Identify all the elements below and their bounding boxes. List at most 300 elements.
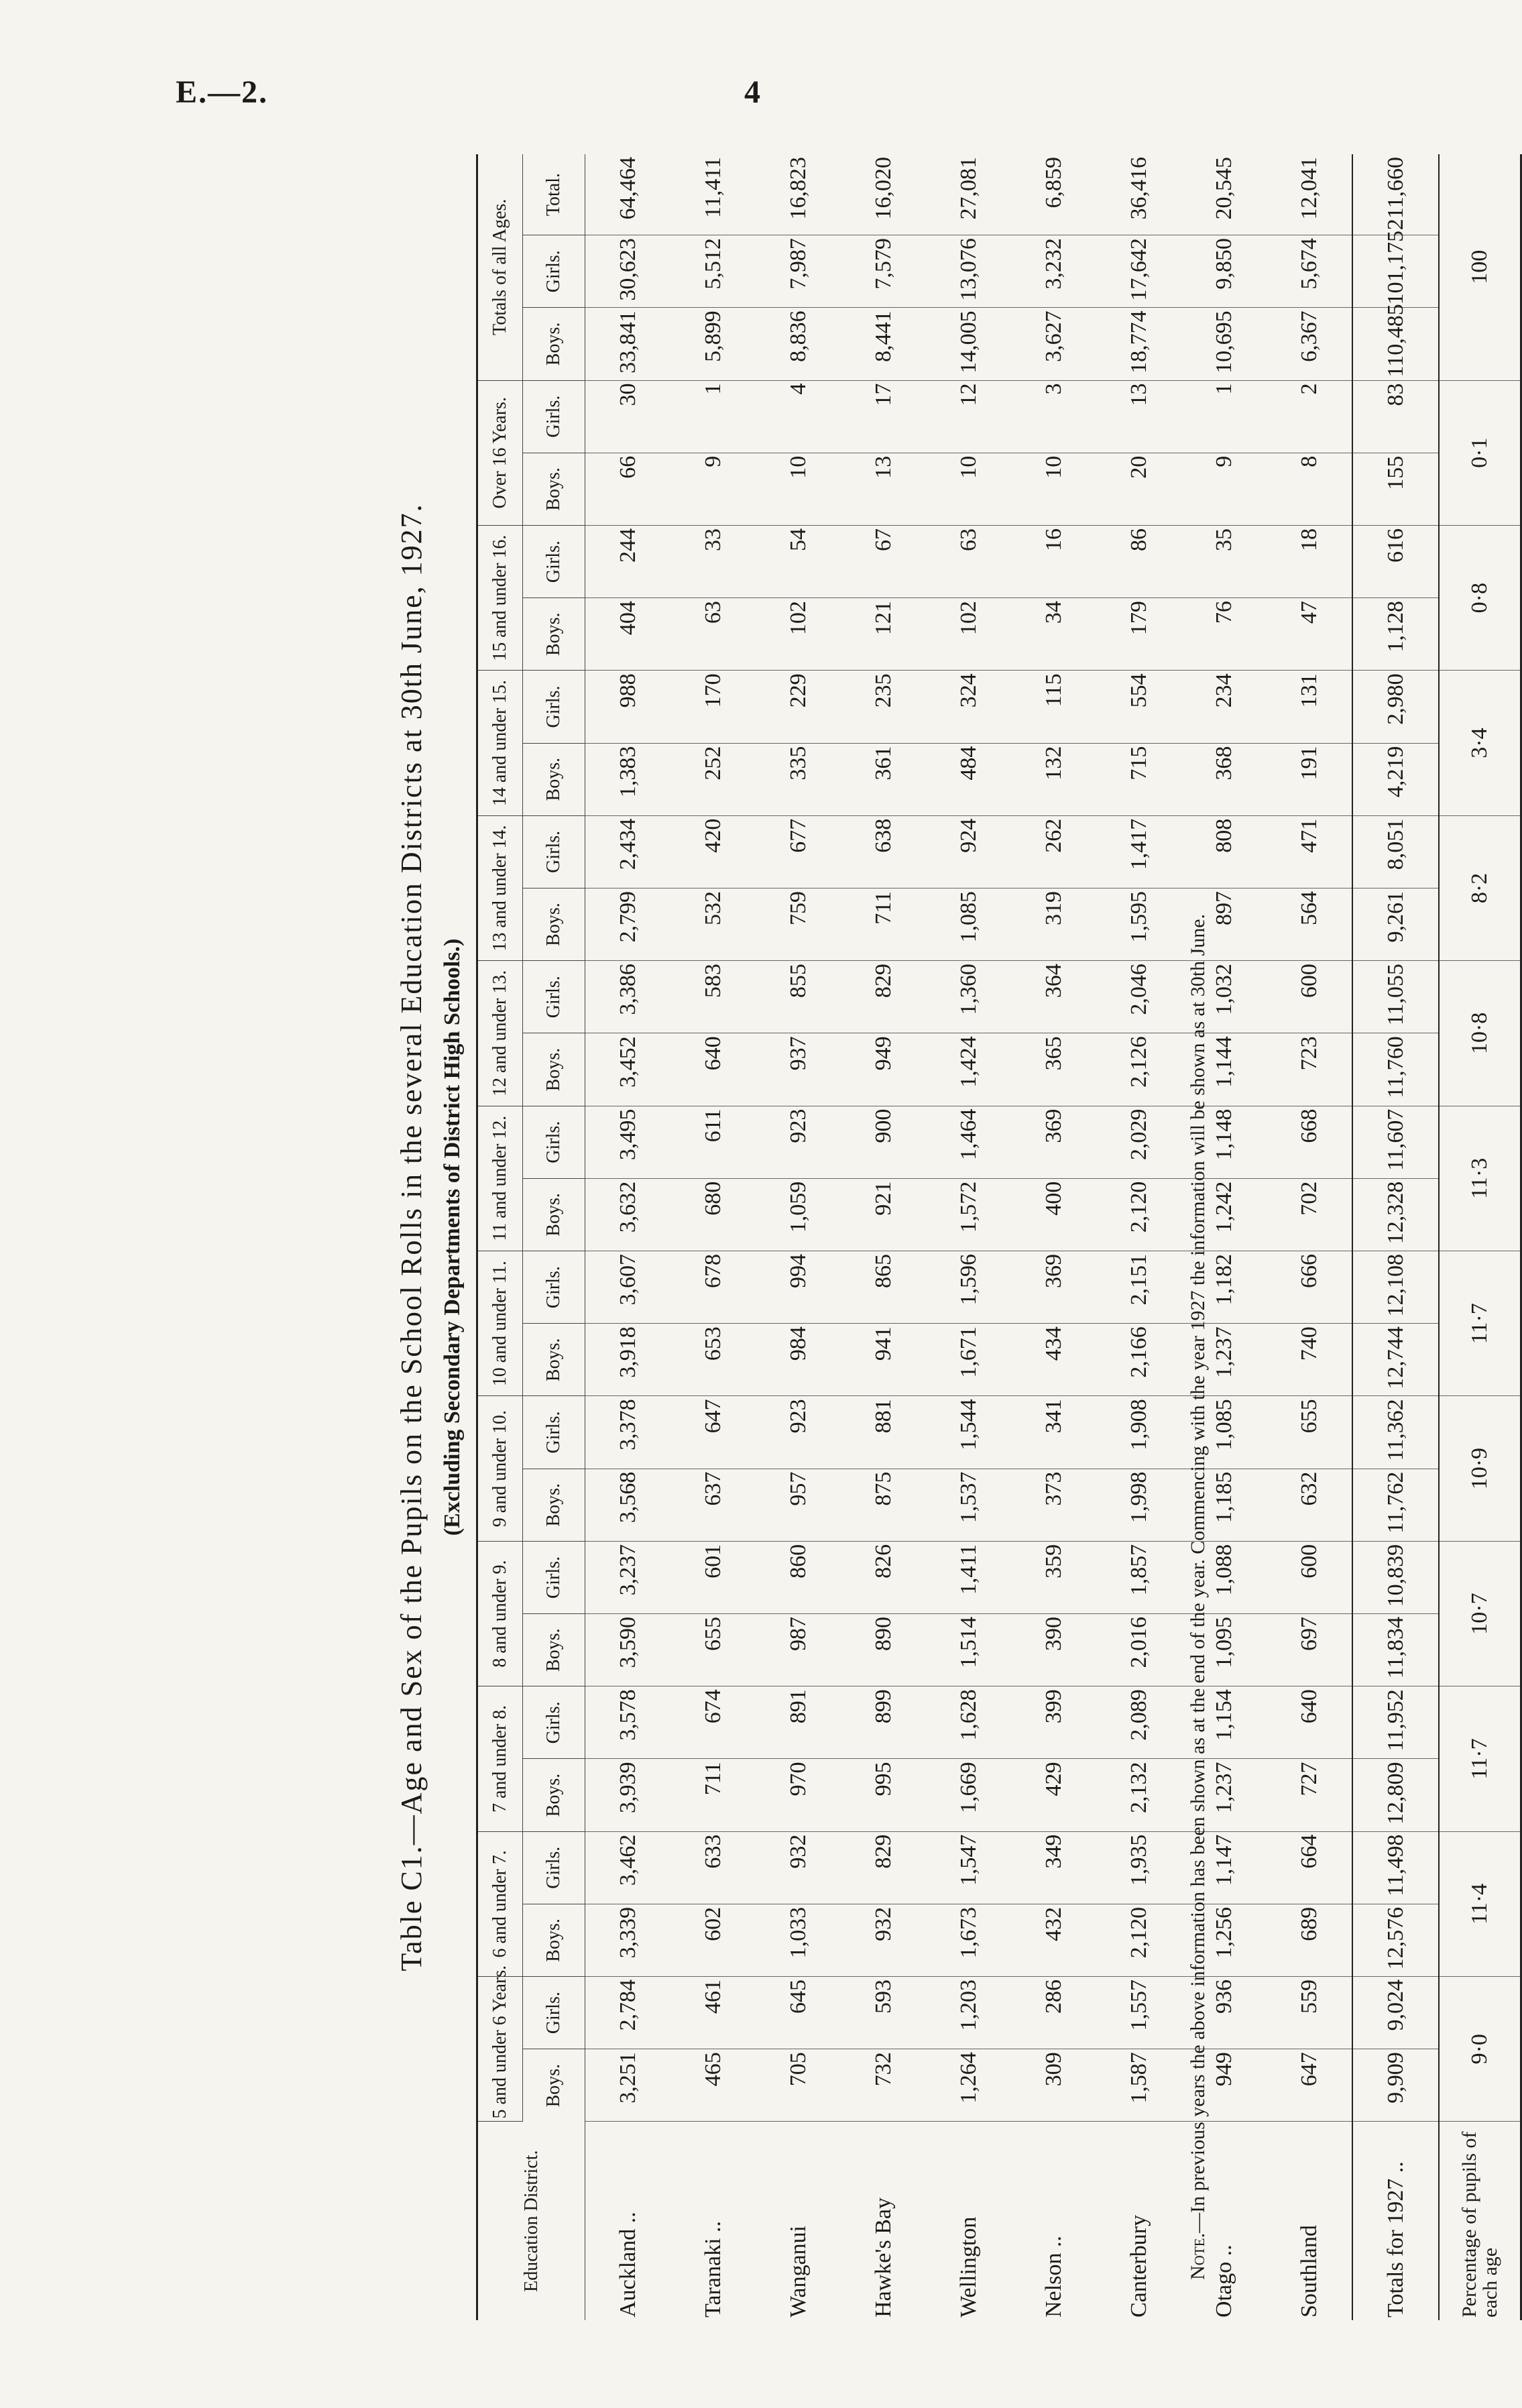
age-group-header: Totals of all Ages.	[477, 154, 523, 380]
table-cell: 12,744	[1352, 1324, 1439, 1396]
table-note	[1187, 914, 1210, 2280]
table-cell: 932	[756, 1831, 841, 1904]
table-cell: 211,660	[1352, 154, 1439, 235]
table-cell: 63	[670, 598, 756, 671]
district-header: Education District.	[477, 2122, 585, 2320]
table-cell: 994	[756, 1251, 841, 1324]
table-cell: 9,850	[1181, 235, 1267, 308]
table-cell: 12,108	[1352, 1251, 1439, 1324]
table-cell: 899	[841, 1686, 926, 1759]
girls-header: Girls.	[523, 1831, 585, 1904]
table-cell: 1,417	[1096, 815, 1181, 888]
table-cell: 829	[841, 961, 926, 1033]
table-cell: 115	[1011, 671, 1096, 743]
table-cell: 697	[1267, 1614, 1352, 1686]
girls-header: Girls.	[523, 815, 585, 888]
table-row	[926, 154, 1011, 2320]
table-cell: 1,185	[1181, 1469, 1267, 1541]
table-cell: 373	[1011, 1469, 1096, 1541]
table-cell: 593	[841, 1977, 926, 2049]
table-cell: 434	[1011, 1324, 1096, 1396]
table-cell: 1,557	[1096, 1977, 1181, 2049]
table-cell: 3,386	[585, 961, 671, 1033]
district-name: Wanganui	[785, 2226, 811, 2317]
table-cell: 33,841	[585, 308, 671, 380]
table-cell: 1,144	[1181, 1033, 1267, 1106]
table-cell: 11,498	[1352, 1831, 1439, 1904]
table-cell: 826	[841, 1541, 926, 1613]
table-cell: 759	[756, 888, 841, 960]
table-cell: 1,572	[926, 1178, 1011, 1251]
age-group-header: 8 and under 9.	[477, 1541, 523, 1686]
table-cell: 13	[841, 453, 926, 525]
table-cell: 36,416	[1096, 154, 1181, 235]
table-cell: 286	[1011, 1977, 1096, 2049]
table-cell: 640	[670, 1033, 756, 1106]
table-cell: 829	[841, 1831, 926, 1904]
age-group-header: 14 and under 15.	[477, 671, 523, 815]
table-cell: 1,424	[926, 1033, 1011, 1106]
table-cell: 368	[1181, 743, 1267, 815]
table-cell: 2,016	[1096, 1614, 1181, 1686]
table-cell: 937	[756, 1033, 841, 1106]
girls-header: Girls.	[523, 1396, 585, 1469]
table-cell: 10	[756, 453, 841, 525]
table-cell: 102	[926, 598, 1011, 671]
age-group-header: 6 and under 7.	[477, 1831, 523, 1976]
table-cell: 1,085	[1181, 1396, 1267, 1469]
table-cell: 932	[841, 1904, 926, 1976]
girls-header: Girls.	[523, 525, 585, 597]
table-cell: 3,232	[1011, 235, 1096, 308]
table-cell: 2,089	[1096, 1686, 1181, 1759]
boys-header: Boys.	[523, 1033, 585, 1106]
table-cell: 102	[756, 598, 841, 671]
table-cell: 1,596	[926, 1251, 1011, 1324]
table-cell: 1,128	[1352, 598, 1439, 671]
table-cell: 875	[841, 1469, 926, 1541]
girls-header: Girls.	[523, 1251, 585, 1324]
table-cell: 865	[841, 1251, 926, 1324]
table-cell: 647	[670, 1396, 756, 1469]
table-cell: 1,514	[926, 1614, 1011, 1686]
table-cell: 10,839	[1352, 1541, 1439, 1613]
table-cell: 677	[756, 815, 841, 888]
table-cell: 1,595	[1096, 888, 1181, 960]
age-group-header: 5 and under 6 Years.	[477, 1977, 523, 2122]
table-cell: 3,339	[585, 1904, 671, 1976]
table-cell: 1,537	[926, 1469, 1011, 1541]
table-cell: 8,441	[841, 308, 926, 380]
table-cell: 637	[670, 1469, 756, 1541]
table-cell: 361	[841, 743, 926, 815]
table-cell: 11·7	[1439, 1251, 1521, 1396]
table-cell: 1,095	[1181, 1614, 1267, 1686]
table-cell: 3·4	[1439, 671, 1521, 815]
table-cell: 30	[585, 380, 671, 453]
table-cell: 20,545	[1181, 154, 1267, 235]
table-cell: 110,485	[1352, 308, 1439, 380]
table-cell: 2,029	[1096, 1106, 1181, 1178]
table-cell: 132	[1011, 743, 1096, 815]
table-cell: 1,411	[926, 1541, 1011, 1613]
table-cell: 11,362	[1352, 1396, 1439, 1469]
table-cell: 429	[1011, 1759, 1096, 1831]
table-cell: 2,132	[1096, 1759, 1181, 1831]
table-cell: 11·4	[1439, 1831, 1521, 1976]
table-cell: 891	[756, 1686, 841, 1759]
girls-header: Girls.	[523, 1686, 585, 1759]
table-cell: 1,464	[926, 1106, 1011, 1178]
table-cell: 7,987	[756, 235, 841, 308]
table-cell: 2,166	[1096, 1324, 1181, 1396]
table-cell: 17,642	[1096, 235, 1181, 308]
table-cell: 949	[841, 1033, 926, 1106]
table-cell: 2,120	[1096, 1904, 1181, 1976]
table-cell: 234	[1181, 671, 1267, 743]
table-cell: 655	[670, 1614, 756, 1686]
table-cell: 64,464	[585, 154, 671, 235]
table-cell: 33	[670, 525, 756, 597]
table-cell: 10	[1011, 453, 1096, 525]
table-cell: 1,264	[926, 2049, 1011, 2122]
age-group-header: 7 and under 8.	[477, 1686, 523, 1831]
table-cell: 16	[1011, 525, 1096, 597]
table-cell: 4,219	[1352, 743, 1439, 815]
table-cell: 3,495	[585, 1106, 671, 1178]
table-cell: 5,674	[1267, 235, 1352, 308]
girls-header: Girls.	[523, 235, 585, 308]
table-cell: 54	[756, 525, 841, 597]
table-cell: 12,041	[1267, 154, 1352, 235]
table-cell: 970	[756, 1759, 841, 1831]
table-cell: 131	[1267, 671, 1352, 743]
table-cell: 11,834	[1352, 1614, 1439, 1686]
girls-header: Girls.	[523, 1106, 585, 1178]
table-row	[756, 154, 841, 2320]
table-cell: 10,695	[1181, 308, 1267, 380]
table-cell: 27,081	[926, 154, 1011, 235]
table-cell: 47	[1267, 598, 1352, 671]
table-cell: 936	[1181, 1977, 1267, 2049]
table-cell: 653	[670, 1324, 756, 1396]
table-cell: 335	[756, 743, 841, 815]
age-group-header: 9 and under 10.	[477, 1396, 523, 1541]
table-cell: 9,024	[1352, 1977, 1439, 2049]
table-cell: 923	[756, 1396, 841, 1469]
district-name: Wellington	[955, 2216, 981, 2317]
boys-header: Boys.	[523, 1178, 585, 1251]
table-cell: 564	[1267, 888, 1352, 960]
table-row	[1267, 154, 1352, 2320]
table-cell: 262	[1011, 815, 1096, 888]
table-cell: 3,237	[585, 1541, 671, 1613]
table-cell: 9	[1181, 453, 1267, 525]
page-number: 4	[744, 74, 760, 110]
table-cell: 727	[1267, 1759, 1352, 1831]
table-cell: 34	[1011, 598, 1096, 671]
table-cell: 2	[1267, 380, 1352, 453]
table-cell: 632	[1267, 1469, 1352, 1541]
table-cell: 9·0	[1439, 1977, 1521, 2122]
table-cell: 179	[1096, 598, 1181, 671]
table-cell: 17	[841, 380, 926, 453]
district-name: Percentage of pupils of each age	[1439, 2122, 1521, 2320]
table-cell: 83	[1352, 380, 1439, 453]
table-cell: 0·1	[1439, 380, 1521, 525]
table-cell: 101,175	[1352, 235, 1439, 308]
table-cell: 100	[1439, 154, 1521, 380]
table-cell: 16,020	[841, 154, 926, 235]
table-cell: 235	[841, 671, 926, 743]
district-name: Auckland ..	[615, 2212, 640, 2317]
table-cell: 9,261	[1352, 888, 1439, 960]
table-cell: 860	[756, 1541, 841, 1613]
table-cell: 8,051	[1352, 815, 1439, 888]
table-cell: 16,823	[756, 154, 841, 235]
table-cell: 1,857	[1096, 1541, 1181, 1613]
table-cell: 949	[1181, 2049, 1267, 2122]
table-cell: 1,935	[1096, 1831, 1181, 1904]
table-cell: 14,005	[926, 308, 1011, 380]
table-cell: 341	[1011, 1396, 1096, 1469]
table-cell: 319	[1011, 888, 1096, 960]
district-name: Otago ..	[1211, 2244, 1236, 2317]
age-group-header: 12 and under 13.	[477, 961, 523, 1106]
table-cell: 11·3	[1439, 1106, 1521, 1251]
table-cell: 1,237	[1181, 1324, 1267, 1396]
table-cell: 6,859	[1011, 154, 1096, 235]
table-cell: 3,607	[585, 1251, 671, 1324]
table-cell: 484	[926, 743, 1011, 815]
table-cell: 3,590	[585, 1614, 671, 1686]
table-cell: 600	[1267, 961, 1352, 1033]
table-cell: 1,182	[1181, 1251, 1267, 1324]
table-cell: 420	[670, 815, 756, 888]
table-cell: 11,055	[1352, 961, 1439, 1033]
table-cell: 3,627	[1011, 308, 1096, 380]
table-cell: 1	[670, 380, 756, 453]
table-cell: 2,126	[1096, 1033, 1181, 1106]
table-cell: 1,203	[926, 1977, 1011, 2049]
table-cell: 668	[1267, 1106, 1352, 1178]
table-cell: 995	[841, 1759, 926, 1831]
table-cell: 4	[756, 380, 841, 453]
table-cell: 1,088	[1181, 1541, 1267, 1613]
table-cell: 674	[670, 1686, 756, 1759]
table-cell: 12	[926, 380, 1011, 453]
girls-header: Girls.	[523, 671, 585, 743]
table-cell: 1,085	[926, 888, 1011, 960]
table-body	[585, 154, 1521, 2320]
table-row	[1011, 154, 1096, 2320]
table-cell: 1,033	[756, 1904, 841, 1976]
table-cell: 611	[670, 1106, 756, 1178]
table-cell: 3	[1011, 380, 1096, 453]
table-cell: 364	[1011, 961, 1096, 1033]
table-cell: 740	[1267, 1324, 1352, 1396]
table-cell: 638	[841, 815, 926, 888]
table-cell: 3,251	[585, 2049, 671, 2122]
boys-header: Boys.	[523, 598, 585, 671]
table-cell: 3,939	[585, 1759, 671, 1831]
district-name: Taranaki ..	[700, 2221, 725, 2317]
table-cell: 12,328	[1352, 1178, 1439, 1251]
table-cell: 12,809	[1352, 1759, 1439, 1831]
table-row	[1352, 154, 1439, 2320]
table-cell: 1,544	[926, 1396, 1011, 1469]
age-group-header: Over 16 Years.	[477, 380, 523, 525]
table-cell: 1,059	[756, 1178, 841, 1251]
note-text: —In previous years the above information has been shown as at the end of the year. Commencing with the year 1927 the information will be shown as at 30th June.	[1187, 913, 1209, 2233]
table-cell: 1,154	[1181, 1686, 1267, 1759]
table-cell: 11·7	[1439, 1686, 1521, 1831]
table-cell: 63	[926, 525, 1011, 597]
girls-header: Girls.	[523, 961, 585, 1033]
table-cell: 10·9	[1439, 1396, 1521, 1541]
table-cell: 20	[1096, 453, 1181, 525]
table-cell: 957	[756, 1469, 841, 1541]
table-cell: 2,980	[1352, 671, 1439, 743]
table-cell: 647	[1267, 2049, 1352, 2122]
girls-header: Girls.	[523, 1541, 585, 1613]
table-cell: 855	[756, 961, 841, 1033]
table-cell: 2,784	[585, 1977, 671, 2049]
table-row	[585, 154, 671, 2320]
table-cell: 666	[1267, 1251, 1352, 1324]
total-header: Total.	[523, 154, 585, 235]
table-cell: 359	[1011, 1541, 1096, 1613]
table-cell: 921	[841, 1178, 926, 1251]
table-cell: 349	[1011, 1831, 1096, 1904]
table-cell: 702	[1267, 1178, 1352, 1251]
table-row	[1096, 154, 1181, 2320]
boys-header: Boys.	[523, 888, 585, 960]
table-cell: 2,434	[585, 815, 671, 888]
boys-header: Boys.	[523, 1759, 585, 1831]
table-cell: 30,623	[585, 235, 671, 308]
table-cell: 602	[670, 1904, 756, 1976]
table-title: Table C1.—Age and Sex of the Pupils on the School Rolls in the several Education Districts at 30th June, 1927.	[395, 503, 428, 1971]
table-cell: 664	[1267, 1831, 1352, 1904]
table-cell: 1,147	[1181, 1831, 1267, 1904]
table-cell: 11,952	[1352, 1686, 1439, 1759]
table-cell: 86	[1096, 525, 1181, 597]
table-cell: 18,774	[1096, 308, 1181, 380]
table-cell: 3,378	[585, 1396, 671, 1469]
table-cell: 680	[670, 1178, 756, 1251]
table-cell: 3,632	[585, 1178, 671, 1251]
table-cell: 12,576	[1352, 1904, 1439, 1976]
table-cell: 616	[1352, 525, 1439, 597]
table-cell: 1,628	[926, 1686, 1011, 1759]
boys-header: Boys.	[523, 2049, 585, 2122]
table-cell: 988	[585, 671, 671, 743]
table-cell: 987	[756, 1614, 841, 1686]
table-cell: 890	[841, 1614, 926, 1686]
table-cell: 76	[1181, 598, 1267, 671]
table-cell: 5,512	[670, 235, 756, 308]
table-cell: 711	[841, 888, 926, 960]
note-label: Note.	[1187, 2233, 1209, 2280]
table-cell: 399	[1011, 1686, 1096, 1759]
table-cell: 10·7	[1439, 1541, 1521, 1686]
table-cell: 9,909	[1352, 2049, 1439, 2122]
boys-header: Boys.	[523, 743, 585, 815]
table-cell: 369	[1011, 1251, 1096, 1324]
table-cell: 121	[841, 598, 926, 671]
table-cell: 1,148	[1181, 1106, 1267, 1178]
boys-header: Boys.	[523, 1469, 585, 1541]
table-cell: 1,671	[926, 1324, 1011, 1396]
table-cell: 461	[670, 1977, 756, 2049]
table-cell: 13	[1096, 380, 1181, 453]
table-row	[670, 154, 756, 2320]
table-cell: 2,799	[585, 888, 671, 960]
table-cell: 8·2	[1439, 815, 1521, 960]
table-cell: 400	[1011, 1178, 1096, 1251]
table-cell: 633	[670, 1831, 756, 1904]
table-cell: 11,411	[670, 154, 756, 235]
table-cell: 155	[1352, 453, 1439, 525]
table-cell: 67	[841, 525, 926, 597]
rotated-table-block	[375, 154, 1501, 2320]
table-cell: 170	[670, 671, 756, 743]
table-cell: 8	[1267, 453, 1352, 525]
table-cell: 66	[585, 453, 671, 525]
district-name: Totals for 1927 ..	[1352, 2122, 1439, 2320]
table-cell: 705	[756, 2049, 841, 2122]
table-cell: 808	[1181, 815, 1267, 888]
page-code: E.—2.	[176, 74, 269, 110]
table-cell: 7,579	[841, 235, 926, 308]
table-subtitle: (Excluding Secondary Departments of District High Schools.)	[440, 938, 465, 1536]
table-cell: 390	[1011, 1614, 1096, 1686]
table-cell: 984	[756, 1324, 841, 1396]
table-cell: 6,367	[1267, 308, 1352, 380]
table-cell: 11,760	[1352, 1033, 1439, 1106]
table-cell: 559	[1267, 1977, 1352, 2049]
table-cell: 5,899	[670, 308, 756, 380]
table-cell: 640	[1267, 1686, 1352, 1759]
table-cell: 404	[585, 598, 671, 671]
age-group-header: 10 and under 11.	[477, 1251, 523, 1396]
table-cell: 2,046	[1096, 961, 1181, 1033]
table-cell: 2,120	[1096, 1178, 1181, 1251]
table-cell: 9	[670, 453, 756, 525]
girls-header: Girls.	[523, 1977, 585, 2049]
district-name: Nelson ..	[1041, 2236, 1066, 2317]
table-cell: 229	[756, 671, 841, 743]
sex-header-row	[523, 154, 585, 2320]
age-group-header: 11 and under 12.	[477, 1106, 523, 1251]
district-name: Canterbury	[1126, 2215, 1151, 2317]
table-cell: 715	[1096, 743, 1181, 815]
table-cell: 309	[1011, 2049, 1096, 2122]
table-cell: 923	[756, 1106, 841, 1178]
table-cell: 1,908	[1096, 1396, 1181, 1469]
table-cell: 1,237	[1181, 1759, 1267, 1831]
table-cell: 583	[670, 961, 756, 1033]
table-cell: 924	[926, 815, 1011, 888]
table-cell: 10	[926, 453, 1011, 525]
table-cell: 1,587	[1096, 2049, 1181, 2122]
table-cell: 678	[670, 1251, 756, 1324]
table-cell: 1,673	[926, 1904, 1011, 1976]
table-cell: 2,151	[1096, 1251, 1181, 1324]
table-cell: 369	[1011, 1106, 1096, 1178]
table-cell: 35	[1181, 525, 1267, 597]
